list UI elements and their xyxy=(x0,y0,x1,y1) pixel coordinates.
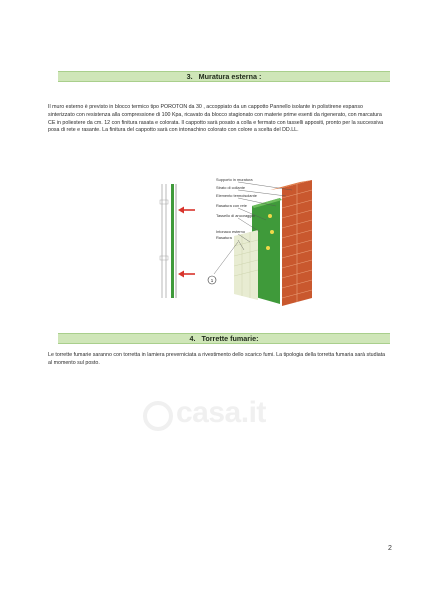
window-sill xyxy=(160,256,168,260)
section-4-title: Torrette fumarie: xyxy=(201,334,259,343)
window-sill xyxy=(160,200,168,204)
section-4-number: 4. xyxy=(189,334,196,343)
marker-label: 1 xyxy=(210,278,214,283)
red-arrow-icon xyxy=(178,207,195,214)
callout-label: Intonaco esterno xyxy=(216,229,245,234)
section-4-paragraph: Le torrette fumarie saranno con torretta in lamiera preverniciata a rivestimento dello scarico fumi. La tipologia della torretta fumaria sarà studiata al momento sul posto. xyxy=(48,352,386,366)
callout-label: Rasatura xyxy=(216,235,232,240)
section-3-header xyxy=(58,71,390,82)
page-number: 2 xyxy=(388,545,392,552)
watermark: casa.it xyxy=(176,396,266,429)
section-green-strip xyxy=(171,184,174,298)
red-arrow-icon xyxy=(178,271,195,278)
callout-label: Rasatura con rete xyxy=(216,203,247,208)
callout-label: Strato di collante xyxy=(216,185,245,190)
section-3-title: Muratura esterna : xyxy=(198,72,262,81)
callout-label: Elemento termoisolante xyxy=(216,193,257,198)
callout-label: Supporto in muratura xyxy=(216,177,253,182)
section-4-header xyxy=(58,333,390,344)
section-3-number: 3. xyxy=(186,72,193,81)
callout-label: Tassello di ancoraggio xyxy=(216,213,255,218)
section-3-paragraph: Il muro esterno è previsto in blocco termico tipo POROTON da 30 , accoppiato da un cappotto Pannello isolante in polistirene espanso sinterizzato con resistenza alla compressione di 100 Kpa, ricavato da blocco stagionato con materie prime esenti da rigenerato, con marcatura CE in poliestere da cm. 12 con finitura rasata e colorata. Il cappotto sarà posato a colla e fermato con tasselli appositi, pronto per la successiva posa di rete e rasante. La finitura del cappotto sarà con intonachino colorato con colore a scelta del DD.LL. xyxy=(48,104,384,134)
